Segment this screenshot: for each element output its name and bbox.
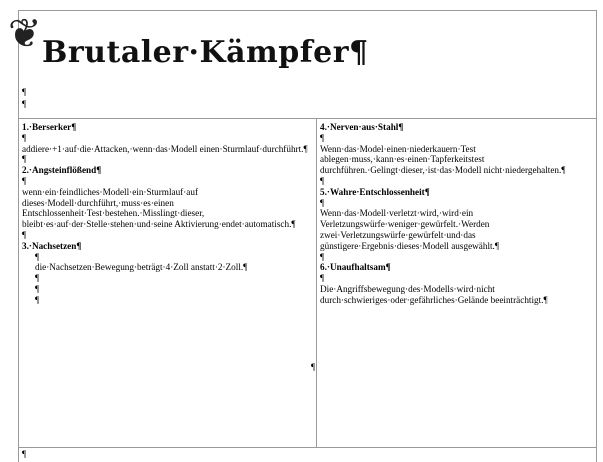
table-border-top [18,10,597,11]
table-border-left [18,10,19,462]
paragraph-mark: ¶ [320,197,325,208]
table-border-right [596,10,597,462]
document-end-mark: ¶ [22,449,27,459]
cell-end-mark: ¶ [311,362,316,372]
skill-description: Wenn·das·Modell·verletzt·wird,·wird·ein Verletzungswürfe·weniger·gewürfelt.·Werden zwei·Verletzungswürfe·gewürfelt·und·das günstigere·Ergebnis·dieses·Modell ausgewählt.¶ [320,208,500,251]
flourish-ornament-icon: ❦ [8,11,42,57]
skill-heading: 6.·Unaufhaltsam¶ [320,262,391,273]
skill-description: addiere·+1·auf·die·Attacken,·wenn·das·Modell einen·Sturmlauf·durchführt.¶ [22,143,308,154]
skill-heading: 3.·Nachsetzen¶ [22,240,82,251]
left-column [22,122,310,306]
paragraph-mark: ¶ [320,175,325,186]
title-paragraph-mark: ¶ [22,99,27,109]
paragraph-mark: ¶ [22,175,27,186]
paragraph-mark: ¶ [22,154,27,165]
skill-description: Die·Angriffsbewegung·des·Modells·wird·nicht durch·schwieriges·oder·gefährliches·Gelände beeinträchtigt.¶ [320,283,548,305]
paragraph-mark: ¶ [35,273,40,284]
skill-heading: 5.·Wahre·Entschlossenheit¶ [320,186,430,197]
paragraph-mark: ¶ [22,229,27,240]
paragraph-mark: ¶ [320,132,325,143]
skill-description: wenn·ein·feindliches·Modell·ein·Sturmlauf·auf dieses·Modell·durchführt,·muss·es·einen Entschlossenheit·Test·bestehen.·Misslingt·dieser, bleibt·es·auf·der·Stelle·stehen·und·seine Aktivierung·endet·automatisch.¶ [22,186,296,230]
skill-heading: 1.·Berserker¶ [22,122,77,132]
paragraph-mark: ¶ [35,251,40,262]
paragraph-mark: ¶ [320,273,325,284]
document-title: Brutaler·Kämpfer¶ [42,35,369,70]
skill-heading: 2.·Angsteinflößend¶ [22,165,102,176]
table-column-divider [316,118,317,448]
title-paragraph-mark: ¶ [22,87,27,97]
paragraph-mark: ¶ [35,283,40,294]
skill-heading: 4.·Nerven·aus·Stahl¶ [320,122,404,132]
paragraph-mark: ¶ [320,251,325,262]
skill-description: Wenn·das·Model·einen·niederkauern·Test ablegen·muss,·kann·es·einen·Tapferkeitstest durchführen.·Gelingt·dieser,·ist·das·Modell nicht·niedergehalten.¶ [320,143,566,176]
table-row-divider [18,118,597,119]
paragraph-mark: ¶ [35,294,40,305]
skill-description: die·Nachsetzen·Bewegung·beträgt·4·Zoll anstatt·2·Zoll.¶ [35,262,248,273]
paragraph-mark: ¶ [22,132,27,143]
right-column [320,122,592,306]
table-border-bottom [18,447,597,448]
